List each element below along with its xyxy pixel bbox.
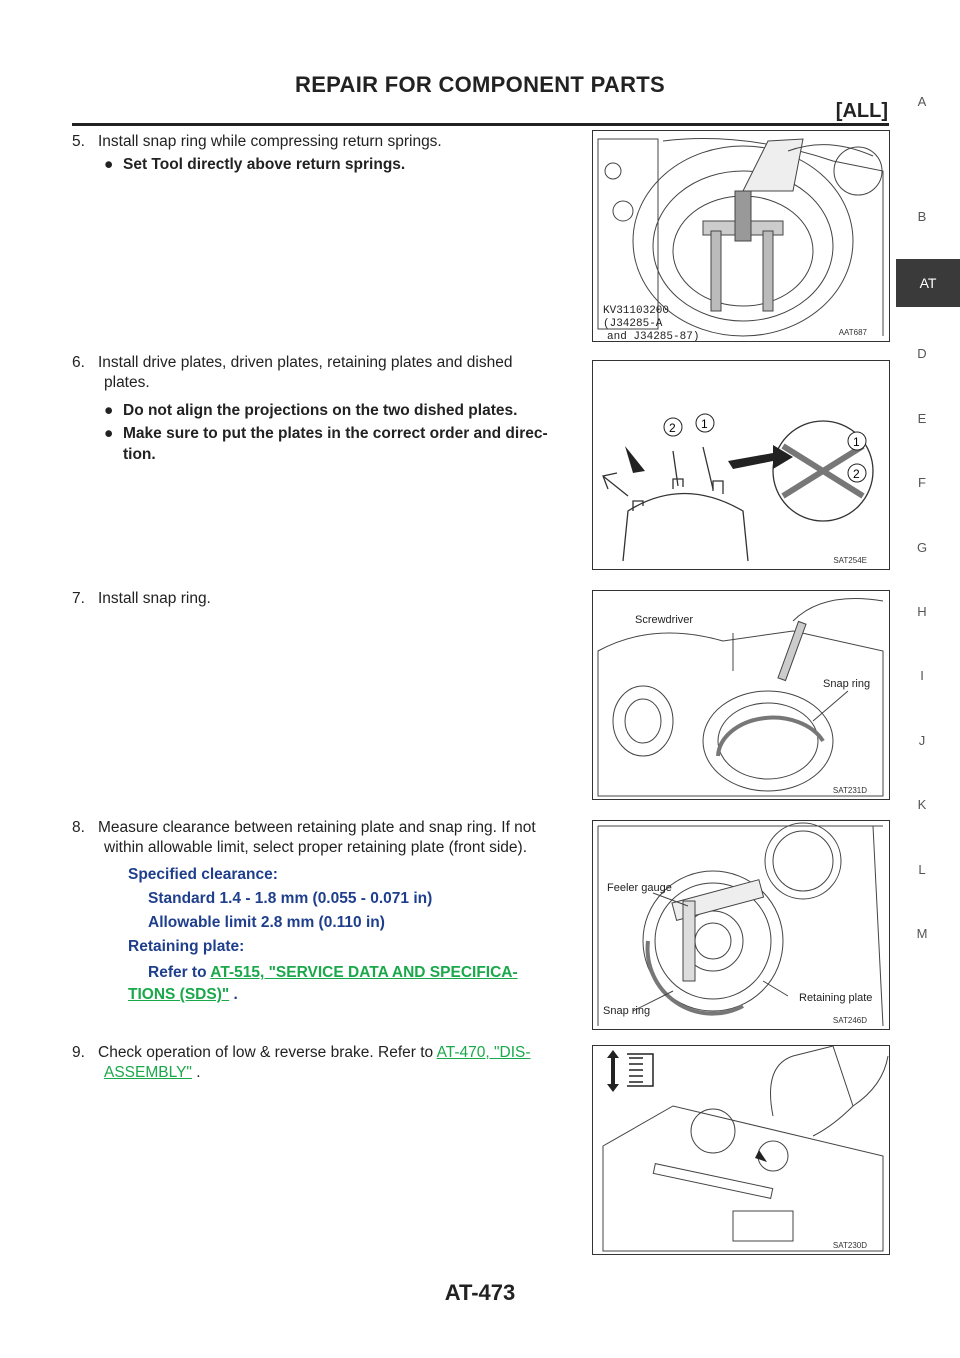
figure-return-spring-compressor [592, 130, 890, 342]
sds-link[interactable]: AT-515, "SERVICE DATA AND SPECIFICA- [210, 964, 518, 981]
step-number: 7. [72, 590, 85, 607]
step-number: 8. [72, 819, 85, 836]
label-feeler-gauge: Feeler gauge [607, 882, 672, 894]
sidebar-item-a[interactable]: A [917, 94, 927, 109]
bullet-text: Set Tool directly above return springs. [123, 156, 406, 173]
illustration-dished-plates [593, 361, 889, 569]
figure-id: SAT246D [832, 1016, 867, 1025]
spec-refer-continued [128, 985, 238, 1005]
step-text: Install drive plates, driven plates, retaining plates and dished [98, 354, 513, 371]
sds-link-continued[interactable]: TIONS (SDS)" [128, 986, 230, 1003]
page-number: AT-473 [444, 1280, 516, 1305]
sidebar-item-g[interactable]: G [916, 540, 928, 555]
step-7 [72, 589, 211, 609]
link-after: . [191, 1064, 201, 1081]
tool-label-1: KV31103200 [603, 305, 670, 317]
step-number: 6. [72, 354, 85, 371]
bullet [104, 400, 517, 421]
sidebar-item-b[interactable]: B [917, 209, 927, 224]
callout-1: 1 [853, 435, 860, 449]
sidebar-item-k[interactable]: K [917, 797, 927, 812]
label-snap-ring: Snap ring [823, 678, 871, 690]
figure-id: SAT230D [832, 1241, 867, 1250]
illustration-compressor-tool [593, 131, 889, 341]
tool-label-3: and J34285-87) [607, 331, 700, 341]
refer-text: Refer to [148, 964, 211, 981]
illustration-clearance-check [593, 821, 889, 1029]
bullet-text-continued: tion. [123, 446, 156, 463]
label-retaining-plate: Retaining plate [799, 992, 873, 1004]
arrow-icon [755, 1150, 767, 1162]
bullet-text: Do not align the projections on the two dished plates. [123, 402, 518, 419]
step-number: 9. [72, 1044, 85, 1061]
spec-allowable: Allowable limit 2.8 mm (0.110 in) [148, 914, 385, 931]
arrow-icon [625, 446, 645, 473]
bullet-text: Make sure to put the plates in the correct order and direc- [123, 425, 548, 442]
pressure-gauge-icon [627, 1054, 653, 1086]
label-screwdriver: Screwdriver [635, 614, 694, 626]
step-number: 5. [72, 133, 85, 150]
bullet-icon: ● [104, 402, 114, 419]
step-text: Check operation of low & reverse brake. Refer to [98, 1044, 437, 1061]
sidebar-item-m[interactable]: M [916, 926, 928, 941]
step-9 [72, 1043, 531, 1063]
sidebar-item-h[interactable]: H [917, 604, 927, 619]
bullet [104, 154, 405, 175]
step-text-continued: plates. [104, 374, 150, 391]
sidebar-item-at[interactable]: AT [896, 259, 960, 307]
bullet-icon: ● [104, 156, 114, 173]
page-title: REPAIR FOR COMPONENT PARTS [295, 72, 665, 97]
bullet-icon: ● [104, 425, 114, 442]
step-5 [72, 132, 442, 152]
step-text: Install snap ring. [98, 590, 211, 607]
illustration-air-check [593, 1046, 889, 1254]
refer-after: . [229, 986, 238, 1003]
spec-label: Specified clearance: [128, 866, 278, 883]
tool-label-2: (J34285-A [603, 318, 663, 330]
sidebar-item-i[interactable]: I [920, 668, 924, 683]
sidebar-item-d[interactable]: D [917, 346, 927, 361]
figure-brake-operation-check [592, 1045, 890, 1255]
callout-2: 2 [669, 421, 676, 435]
header-rule [72, 123, 889, 126]
figure-snap-ring-install [592, 590, 890, 800]
sidebar-item-e[interactable]: E [917, 411, 927, 426]
sidebar-item-l[interactable]: L [918, 862, 926, 877]
double-arrow-icon [607, 1050, 619, 1092]
illustration-snap-ring [593, 591, 889, 799]
label-snap-ring: Snap ring [603, 1005, 651, 1017]
callout-2: 2 [853, 467, 860, 481]
figure-id: AAT687 [838, 328, 867, 337]
sidebar-item-j[interactable]: J [918, 733, 926, 748]
figure-feeler-gauge [592, 820, 890, 1030]
figure-id: SAT254E [833, 556, 867, 565]
spec-standard: Standard 1.4 - 1.8 mm (0.055 - 0.071 in) [148, 890, 433, 907]
step-text: Measure clearance between retaining plate and snap ring. If not [98, 819, 536, 836]
sidebar-item-f[interactable]: F [918, 475, 926, 490]
step-text-continued [104, 1063, 201, 1083]
disassembly-link[interactable]: AT-470, "DIS- [436, 1044, 531, 1061]
step-6 [72, 353, 512, 373]
step-8 [72, 818, 536, 838]
step-text: Install snap ring while compressing return springs. [98, 133, 442, 150]
disassembly-link-continued[interactable]: ASSEMBLY" [104, 1064, 192, 1081]
figure-id: SAT231D [832, 786, 867, 795]
step-text-continued: within allowable limit, select proper retaining plate (front side). [104, 839, 528, 856]
callout-1: 1 [701, 417, 708, 431]
bullet [104, 423, 548, 444]
spec-refer [148, 963, 518, 983]
figure-dished-plates [592, 360, 890, 570]
page-subtitle: [ALL] [835, 100, 888, 122]
retaining-plate-label: Retaining plate: [128, 938, 245, 955]
